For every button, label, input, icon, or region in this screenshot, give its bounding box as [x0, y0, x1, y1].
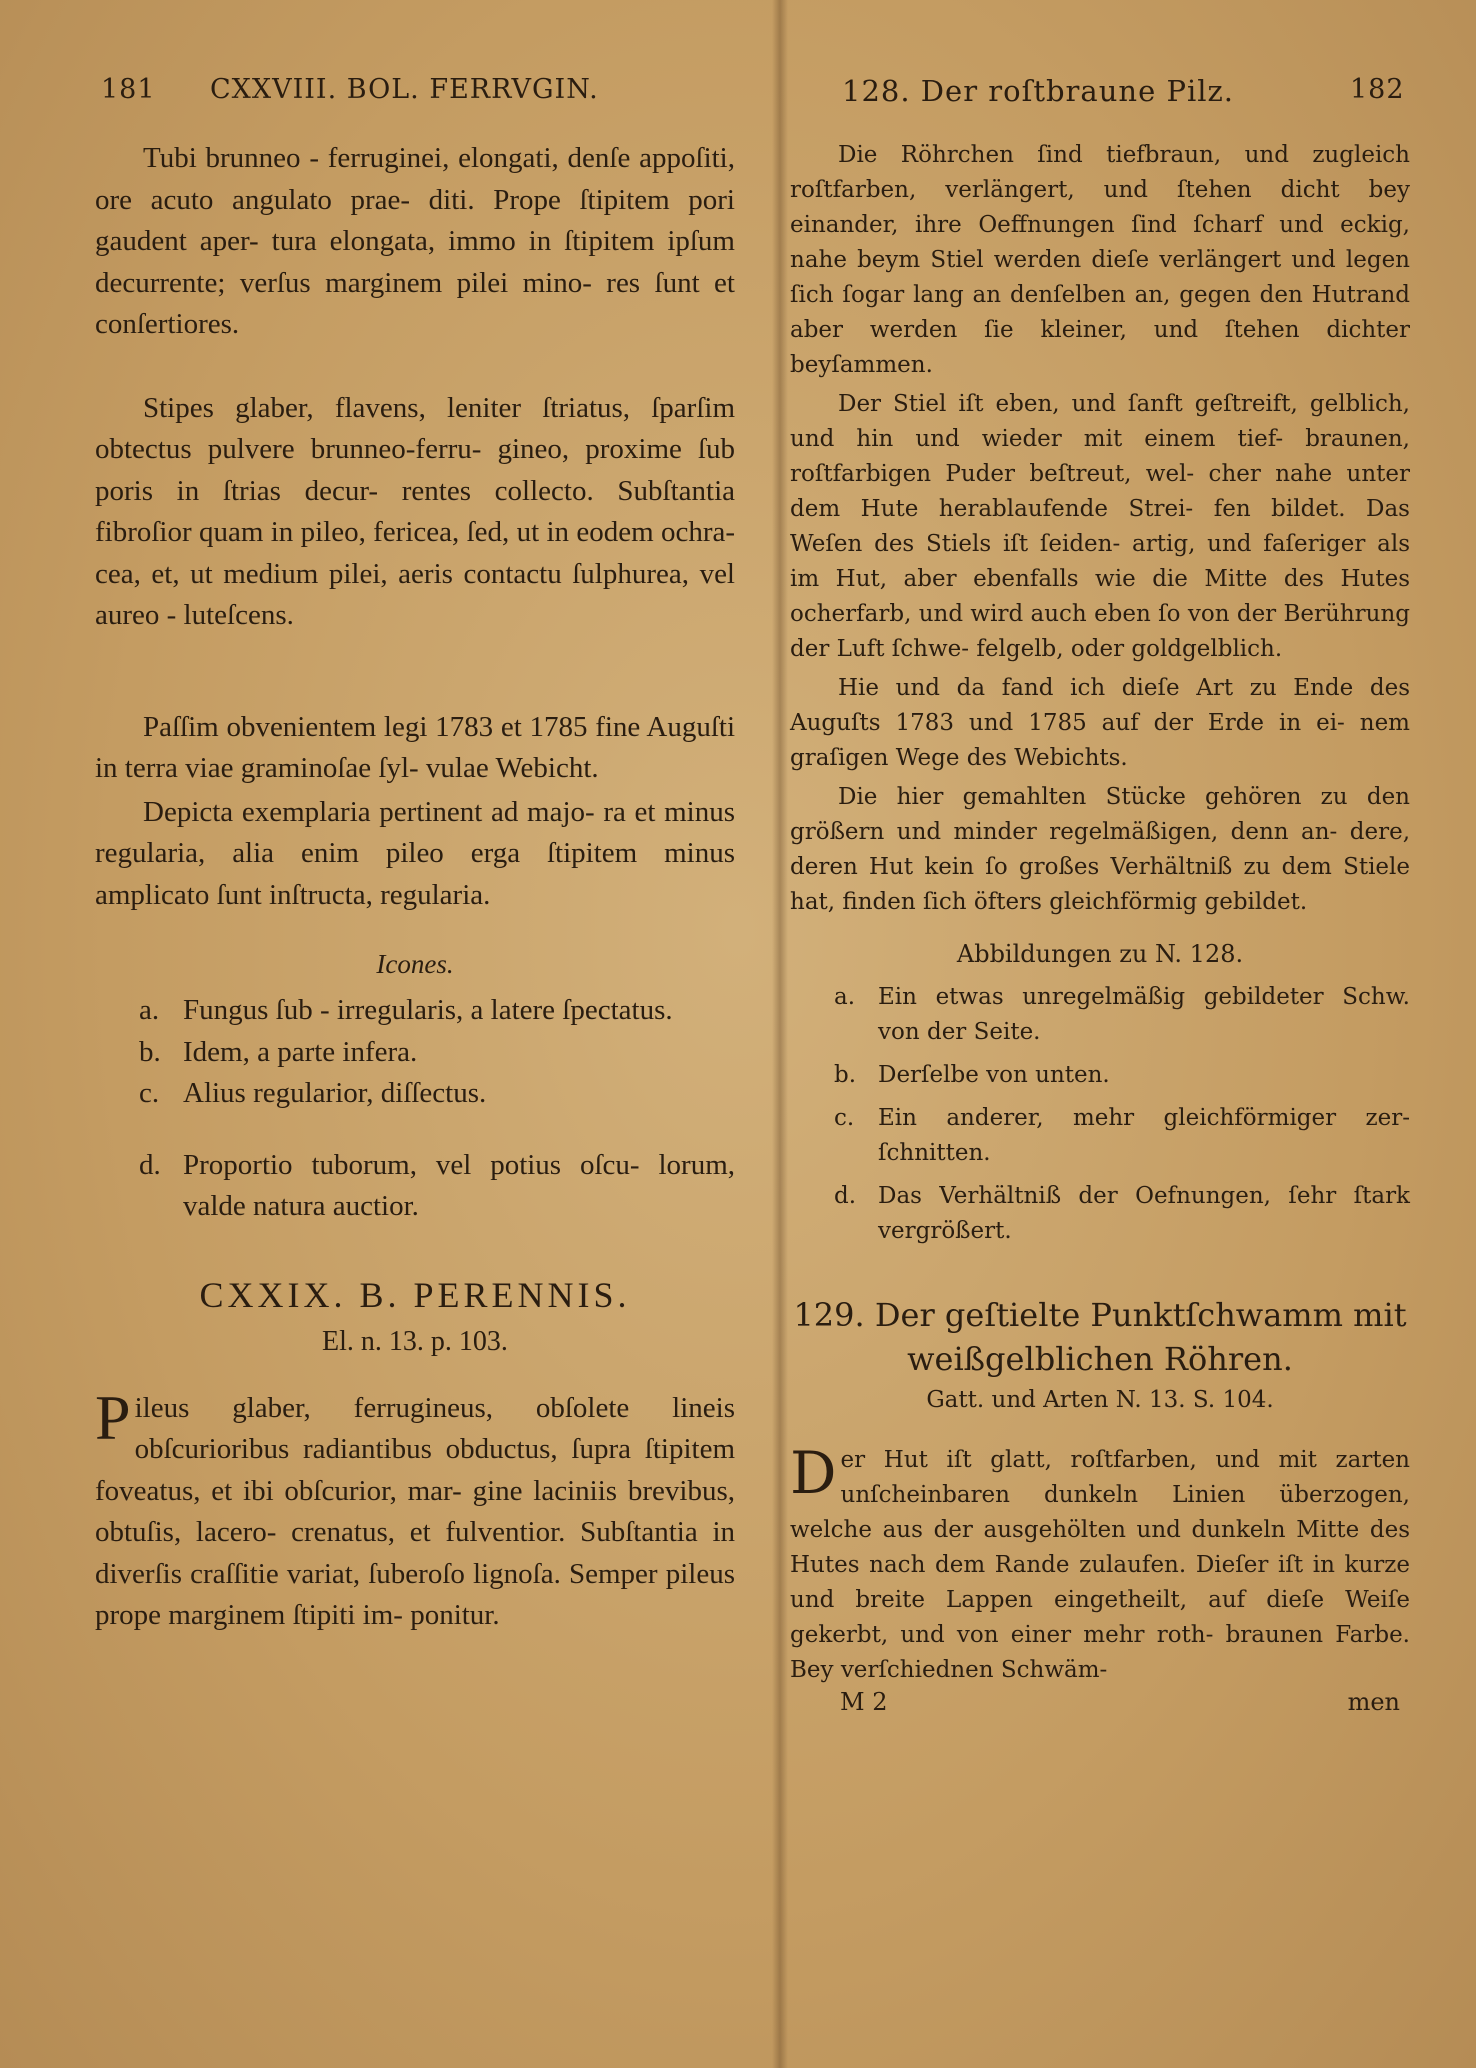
icones-item-text: Fungus ſub - irregularis, a latere ſpectatus. [183, 994, 673, 1026]
right-header [790, 60, 1410, 116]
para-hie: Hie und da fand ich dieſe Art zu Ende des Auguſts 1783 und 1785 auf der Erde in ei- nem graſigen Wege des Webichts. [790, 675, 1410, 771]
para-roehrchen: Die Röhrchen ſind tiefbraun, und zugleich roſtfarben, verlängert, und ſtehen dicht bey einander, ihre Oeffnungen ſind ſcharf und eckig, nahe beym Stiel werden dieſe verlängert und legen ſich ſogar lang an denſelben an, gegen den Hutrand aber werden ſie kleiner, und ſtehen dichter beyſammen. [790, 142, 1410, 378]
icones-item [95, 1145, 735, 1228]
icones-item-text: Idem, a parte infera. [183, 1035, 418, 1068]
left-page-number: 181 [101, 74, 156, 105]
signature-mark: M 2 [840, 1688, 888, 1716]
para-pileus [95, 1381, 735, 1637]
catchword: men [1347, 1688, 1400, 1716]
abbildungen-item-label: b. [834, 1062, 857, 1088]
dropcap-d: D [790, 1439, 837, 1507]
right-running-head: 128. Der roſtbraune Pilz. [842, 74, 1235, 108]
icones-item [95, 990, 735, 1032]
abbildungen-item-text: Ein etwas unregelmäßig gebildeter Schw. von der Seite. [878, 984, 1410, 1045]
para-tubi: Tubi brunneo - ferruginei, elongati, denſe appoſiti, ore acuto angulato prae- diti. Prope ſtipitem pori gaudent aper- tura elongata, immo in ſtipitem ipſum decurrente; verſus marginem pilei mino- res ſunt et conſertiores. [95, 142, 735, 340]
right-page-number: 182 [1350, 74, 1405, 105]
icones-item-label: d. [139, 1148, 161, 1181]
abbildungen-item-label: c. [834, 1105, 855, 1131]
icones-item-label: c. [139, 1077, 160, 1109]
right-page [790, 60, 1410, 1724]
section-ref-129: Gatt. und Arten N. 13. S. 104. [926, 1387, 1274, 1413]
icones-item [95, 1073, 735, 1115]
right-footer [790, 1688, 1410, 1724]
icones-item-label: a. [139, 994, 160, 1026]
abbildungen-item-label: a. [834, 984, 856, 1010]
section-title-129: 129. Der geſtielte Punktſchwamm mit weißgelblichen Röhren. [793, 1296, 1407, 1378]
icones-item-text: Proportio tuborum, vel potius oſcu- lorum, valde natura auctior. [183, 1148, 735, 1222]
left-header [95, 60, 735, 116]
abbildungen-item-text: Derſelbe von unten. [878, 1062, 1110, 1088]
left-running-head: CXXVIII. BOL. FERRVGIN. [210, 74, 599, 105]
para-gemahlten: Die hier gemahlten Stücke gehören zu den größern und minder regelmäßigen, denn an- dere, deren Hut kein ſo großes Verhältniß zu dem Stiele hat, finden ſich öfters gleichförmig gebildet. [790, 784, 1410, 915]
para-stipes: Stipes glaber, flavens, leniter ſtriatus, ſparſim obtectus pulvere brunneo-ferru- gineo, proxime ſub poris in ſtrias decur- rentes collecto. Subſtantia fibroſior quam in pileo, fericea, ſed, ut in eodem ochra- cea, et, ut medium pilei, aeris contactu ſulphurea, vel aureo - luteſcens. [95, 391, 735, 631]
abbildungen-item-text: Ein anderer, mehr gleichförmiger zer- ſchnitten. [878, 1105, 1410, 1166]
para-passim: Paſſim obvenientem legi 1783 et 1785 fine Auguſti in terra viae graminoſae ſyl- vulae Webicht. [95, 710, 735, 784]
abbildungen-item [790, 1179, 1410, 1249]
para-hut-text: er Hut iſt glatt, roſtfarben, und mit zarten unſcheinbaren dunkeln Linien überzogen, welche aus der ausgehölten und dunkeln Mitte des Hutes nach dem Rande zulaufen. Dieſer iſt in kurze und breite Lappen eingetheilt, auf dieſe Weiſe gekerbt, und von einer mehr roth- braunen Farbe. Bey verſchiednen Schwäm- [790, 1447, 1410, 1683]
section-ref-cxxix: El. n. 13. p. 103. [322, 1325, 508, 1357]
abbildungen-item [790, 980, 1410, 1050]
para-hut [790, 1439, 1410, 1688]
page-gutter [772, 0, 788, 2068]
dropcap-p: P [95, 1381, 131, 1453]
para-depicta: Depicta exemplaria pertinent ad majo- ra et minus regularia, alia enim pileo erga ſtipitem minus amplicato ſunt inſtructa, regularia. [95, 795, 735, 911]
para-stiel: Der Stiel iſt eben, und ſanft geſtreift, gelblich, und hin und wieder mit einem tief- braunen, roſtfarbigen Puder beſtreut, wel- cher nahe unter dem Hute herablaufende Strei- fen bildet. Das Weſen des Stiels iſt ſeiden- artig, und faſeriger als im Hut, aber ebenfalls wie die Mitte des Hutes ocherfarb, und wird auch eben ſo von der Berührung der Luft ſchwe- felgelb, oder goldgelblich. [790, 391, 1410, 662]
abbildungen-item-label: d. [834, 1183, 857, 1209]
abbildungen-heading: Abbildungen zu N. 128. [956, 940, 1244, 968]
para-pileus-text: ileus glaber, ferrugineus, obſolete lineis obſcurioribus radiantibus obductus, ſupra ſtipitem foveatus, et ibi obſcurior, mar- gine laciniis brevibus, obtuſis, lacero- crenatus, et fulventior. Subſtantia in diverſis craſſitie variat, ſuberoſo lignoſa. Semper pileus prope marginem ſtipiti im- ponitur. [95, 1391, 735, 1631]
section-title-cxxix: CXXIX. B. PERENNIS. [199, 1274, 631, 1315]
icones-item-label: b. [139, 1035, 161, 1068]
abbildungen-item-text: Das Verhältniß der Oefnungen, ſehr ſtark vergrößert. [878, 1183, 1410, 1244]
left-page [95, 60, 735, 1637]
icones-item [95, 1032, 735, 1074]
abbildungen-item [790, 1101, 1410, 1171]
icones-item-text: Alius regularior, diſſectus. [183, 1077, 487, 1109]
abbildungen-item [790, 1058, 1410, 1093]
icones-heading: Icones. [376, 949, 454, 979]
